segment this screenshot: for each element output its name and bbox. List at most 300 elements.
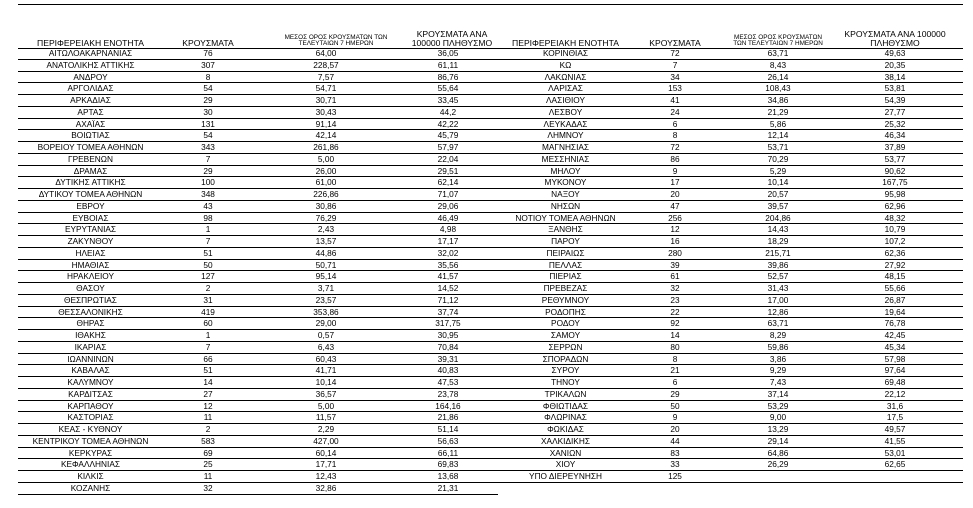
cell-region: ΑΝΑΤΟΛΙΚΗΣ ΑΤΤΙΚΗΣ [46,59,135,70]
cell-avg7: 3,71 [317,283,335,293]
cell-avg7: 37,14 [767,388,789,399]
cell-avg7: 9,00 [769,412,787,423]
cell-avg7: 70,29 [767,153,789,164]
cell-cases: 8 [672,130,678,141]
left-table-header [18,10,498,48]
cell-cases: 29 [203,95,213,105]
cell-cases: 14 [203,377,213,387]
table-row [18,189,498,201]
cell-cases: 20 [670,189,680,199]
cell-avg7: 64,00 [315,48,337,58]
cell-per100k: 45,79 [437,130,459,141]
cell-region: ΠΑΡΟΥ [551,236,580,246]
table-row [18,295,498,307]
cell-cases: 25 [203,459,213,470]
cell-cases: 9 [672,412,678,423]
cell-cases: 100 [201,177,215,188]
cell-region: ΤΗΝΟΥ [551,377,580,387]
cell-per100k: 90,62 [884,165,906,176]
cell-avg7: 2,29 [317,424,335,434]
cell-per100k: 19,64 [884,306,906,317]
cell-region: ΚΙΛΚΙΣ [77,471,104,481]
row-divider [18,494,498,495]
table-row [488,283,963,295]
cell-avg7: 76,29 [315,212,337,223]
cell-per100k: 97,64 [884,365,906,376]
table-row [488,60,963,72]
cell-cases: 11 [203,412,213,423]
cell-region: ΦΛΩΡΙΝΑΣ [544,412,587,423]
cell-region: ΑΡΓΟΛΙΔΑΣ [67,83,114,94]
cell-avg7: 30,43 [315,106,337,117]
cell-avg7: 64,86 [767,447,789,458]
cell-avg7: 95,14 [315,271,337,282]
table-row [18,283,498,295]
cell-avg7: 41,71 [315,365,337,376]
cell-avg7: 30,71 [315,95,337,105]
cell-cases: 51 [203,247,213,258]
cell-region: ΝΑΞΟΥ [551,189,580,199]
cell-avg7: 5,86 [769,118,787,129]
table-row [18,142,498,154]
cell-per100k: 26,87 [884,294,906,305]
cell-avg7: 20,57 [767,189,789,199]
cell-region: ΚΑΡΠΑΘΟΥ [67,400,114,411]
cell-region: ΧΑΝΙΩΝ [549,447,582,458]
cell-cases: 22 [670,306,680,317]
cell-cases: 7 [205,341,211,352]
cell-region: ΧΑΛΚΙΔΙΚΗΣ [541,435,590,446]
cell-cases: 66 [203,353,213,364]
table-row [18,248,498,260]
cell-cases: 280 [668,247,682,258]
cell-avg7: 3,86 [769,353,787,364]
table-row [18,60,498,72]
cell-avg7: 29,14 [767,435,789,446]
cell-avg7: 91,14 [315,118,337,129]
table-row [18,213,498,225]
cell-region: ΡΕΘΥΜΝΟΥ [541,294,590,305]
cell-region: ΙΘΑΚΗΣ [75,330,106,340]
header-avg7: ΜΕΣΟΣ ΟΡΟΣ ΚΡΟΥΣΜΑΤΩΝ ΤΩΝ ΤΕΛΕΥΤΑΙΩΝ 7 ΗΜΕΡΩΝ [733,33,823,48]
cell-per100k: 53,81 [884,83,906,94]
cell-region: ΓΡΕΒΕΝΩΝ [68,153,113,164]
cell-region: ΚΑΒΑΛΑΣ [71,365,110,376]
cell-region: ΣΥΡΟΥ [551,365,580,376]
right-table-header [488,10,963,48]
right-table-body [488,48,963,483]
cell-region: ΣΕΡΡΩΝ [548,341,583,352]
cell-per100k: 33,45 [437,95,459,105]
table-row [488,459,963,471]
header-per100k: ΚΡΟΥΣΜΑΤΑ ΑΝΑ 100000 ΠΛΗΘΥΣΜΟ [844,28,946,48]
cell-region: ΜΗΛΟΥ [550,165,581,176]
cell-cases: 54 [203,130,213,141]
cell-per100k: 55,64 [437,83,459,94]
cell-region: ΚΩ [559,59,572,70]
cell-region: ΝΗΣΩΝ [550,200,581,211]
cell-avg7: 2,43 [317,224,335,235]
table-row [488,166,963,178]
cell-per100k: 107,2 [884,236,906,246]
cell-per100k: 62,14 [437,177,459,188]
cell-avg7: 32,86 [315,482,337,493]
cell-cases: 6 [672,377,678,387]
cell-per100k: 35,56 [437,259,459,270]
table-row [488,107,963,119]
cell-avg7: 353,86 [313,306,339,317]
cell-region: ΣΠΟΡΑΔΩΝ [542,353,589,364]
cell-cases: 307 [201,59,215,70]
cell-per100k: 46,34 [884,130,906,141]
table-row [18,365,498,377]
cell-per100k: 49,57 [884,424,906,434]
cell-avg7: 10,14 [315,377,337,387]
header-cases: ΚΡΟΥΣΜΑΤΑ [649,37,701,48]
cell-region: ΛΑΚΩΝΙΑΣ [544,71,587,82]
cell-region: ΠΕΙΡΑΙΩΣ [546,247,585,258]
cell-per100k: 71,07 [437,189,459,199]
cell-cases: 7 [205,153,211,164]
cell-cases: 11 [203,471,213,481]
table-row [488,248,963,260]
cell-per100k: 44,2 [439,106,457,117]
table-row [18,107,498,119]
cell-avg7: 34,86 [767,95,789,105]
table-row [488,72,963,84]
table-row [18,424,498,436]
cell-region: ΘΑΣΟΥ [76,283,105,293]
cell-cases: 72 [670,48,680,58]
table-row [18,389,498,401]
cell-region: ΛΑΡΙΣΑΣ [548,83,583,94]
cell-cases: 34 [670,71,680,82]
cell-avg7: 11,57 [315,412,337,423]
cell-region: ΑΝΔΡΟΥ [73,71,108,82]
cell-avg7: 6,43 [317,341,335,352]
cell-per100k: 21,86 [437,412,459,423]
cell-per100k: 23,78 [437,388,459,399]
cell-avg7: 9,29 [769,365,787,376]
table-row [488,213,963,225]
table-row [18,48,498,60]
cell-cases: 125 [668,471,682,481]
cell-region: ΗΜΑΘΙΑΣ [71,259,110,270]
table-row [18,318,498,330]
table-row [18,260,498,272]
cell-region: ΛΕΥΚΑΔΑΣ [543,118,588,129]
cell-per100k: 39,31 [437,353,459,364]
cell-cases: 1 [205,224,211,235]
table-row [18,377,498,389]
cell-avg7: 26,14 [767,71,789,82]
cell-avg7: 60,43 [315,353,337,364]
cell-avg7: 50,71 [315,259,337,270]
cell-cases: 61 [670,271,680,282]
cell-region: ΛΑΣΙΘΙΟΥ [546,95,585,105]
cell-per100k: 71,12 [437,294,459,305]
cell-avg7: 54,71 [315,83,337,94]
table-row [18,271,498,283]
cell-cases: 83 [670,447,680,458]
cell-avg7: 44,86 [315,247,337,258]
cell-region: ΚΑΛΥΜΝΟΥ [67,377,114,387]
cell-cases: 51 [203,365,213,376]
header-region: ΠΕΡΙΦΕΡΕΙΑΚΗ ΕΝΟΤΗΤΑ [37,37,144,48]
table-row [488,424,963,436]
cell-cases: 69 [203,447,213,458]
cell-avg7: 13,57 [315,236,337,246]
cell-per100k: 29,51 [437,165,459,176]
cell-cases: 1 [205,330,211,340]
cell-per100k: 46,49 [437,212,459,223]
cell-per100k: 42,45 [884,330,906,340]
cell-cases: 12 [203,400,213,411]
cell-avg7: 63,71 [767,318,789,329]
table-row [18,436,498,448]
top-rule [18,4,963,5]
right-table [488,10,963,483]
table-row [18,354,498,366]
cell-region: ΗΡΑΚΛΕΙΟΥ [66,271,115,282]
table-row [18,224,498,236]
table-row [18,95,498,107]
cell-cases: 12 [670,224,680,235]
cell-region: ΚΕΦΑΛΛΗΝΙΑΣ [60,459,121,470]
cell-cases: 47 [670,200,680,211]
cell-per100k: 27,92 [884,259,906,270]
cell-avg7: 39,57 [767,200,789,211]
cell-per100k: 69,83 [437,459,459,470]
cell-cases: 29 [670,388,680,399]
cell-region: ΔΥΤΙΚΗΣ ΑΤΤΙΚΗΣ [55,177,126,188]
cell-region: ΛΗΜΝΟΥ [547,130,584,141]
table-row [18,83,498,95]
cell-avg7: 5,00 [317,400,335,411]
table-row [18,330,498,342]
cell-avg7: 0,57 [317,330,335,340]
cell-region: ΦΩΚΙΔΑΣ [547,424,584,434]
cell-cases: 30 [203,106,213,117]
cell-cases: 76 [203,48,213,58]
cell-cases: 29 [203,165,213,176]
cell-region: ΕΒΡΟΥ [76,200,105,211]
cell-region: ΚΕΡΚΥΡΑΣ [68,447,113,458]
cell-avg7: 7,43 [769,377,787,387]
cell-cases: 20 [670,424,680,434]
cell-per100k: 70,84 [437,341,459,352]
cell-per100k: 17,17 [437,236,459,246]
table-row [488,177,963,189]
cell-cases: 256 [668,212,682,223]
cell-avg7: 30,86 [315,200,337,211]
cell-cases: 21 [670,365,680,376]
table-row [18,201,498,213]
cell-cases: 72 [670,142,680,152]
cell-cases: 2 [205,424,211,434]
cell-avg7: 12,43 [315,471,337,481]
cell-per100k: 48,15 [884,271,906,282]
cell-per100k: 13,68 [437,471,459,481]
table-row [18,177,498,189]
cell-avg7: 26,29 [767,459,789,470]
cell-avg7: 17,71 [315,459,337,470]
cell-region: ΠΕΛΛΑΣ [548,259,583,270]
cell-region: ΝΟΤΙΟΥ ΤΟΜΕΑ ΑΘΗΝΩΝ [515,212,616,223]
table-row [488,48,963,60]
cell-region: ΘΕΣΣΑΛΟΝΙΚΗΣ [58,306,123,317]
cell-cases: 43 [203,200,213,211]
cell-avg7: 427,00 [313,435,339,446]
cell-cases: 419 [201,306,215,317]
cell-avg7: 29,00 [315,318,337,329]
cell-avg7: 12,86 [767,306,789,317]
cell-per100k: 57,97 [437,142,459,152]
table-row [488,271,963,283]
cell-cases: 153 [668,83,682,94]
cell-per100k: 40,83 [437,365,459,376]
table-row [488,224,963,236]
left-table-body [18,48,498,495]
cell-region: ΡΟΔΟΠΗΣ [545,306,586,317]
cell-avg7: 12,14 [767,130,789,141]
cell-per100k: 38,14 [884,71,906,82]
cell-region: ΑΙΤΩΛΟΑΚΑΡΝΑΝΙΑΣ [48,48,133,58]
table-row [488,83,963,95]
cell-avg7: 228,57 [313,59,339,70]
cell-avg7: 18,29 [767,236,789,246]
cell-region: ΖΑΚΥΝΘΟΥ [67,236,114,246]
cell-region: ΕΥΡΥΤΑΝΙΑΣ [64,224,117,235]
cell-region: ΥΠΟ ΔΙΕΡΕΥΝΗΣΗ [529,471,602,481]
cell-cases: 32 [203,482,213,493]
cell-cases: 23 [670,294,680,305]
cell-region: ΕΥΒΟΙΑΣ [72,212,109,223]
header-per100k: ΚΡΟΥΣΜΑΤΑ ΑΝΑ 100000 ΠΛΗΘΥΣΜΟ [411,28,493,48]
cell-region: ΔΡΑΜΑΣ [73,165,108,176]
cell-avg7: 23,57 [315,294,337,305]
table-row [18,342,498,354]
cell-avg7: 63,71 [767,48,789,58]
cell-per100k: 42,22 [437,118,459,129]
cell-per100k: 22,12 [884,388,906,399]
table-row [18,307,498,319]
cell-region: ΜΕΣΣΗΝΙΑΣ [541,153,590,164]
cell-region: ΚΕΑΣ - ΚΥΘΝΟΥ [58,424,123,434]
cell-cases: 16 [670,236,680,246]
cell-per100k: 317,75 [435,318,461,329]
cell-cases: 60 [203,318,213,329]
cell-avg7: 26,00 [315,165,337,176]
cell-per100k: 86,76 [437,71,459,82]
cell-avg7: 39,86 [767,259,789,270]
left-table [18,10,498,495]
table-row [488,377,963,389]
table-row [488,236,963,248]
cell-per100k: 45,34 [884,341,906,352]
cell-avg7: 226,86 [313,189,339,199]
cell-per100k: 22,04 [437,153,459,164]
cell-avg7: 7,57 [317,71,335,82]
cell-per100k: 49,63 [884,48,906,58]
cell-cases: 50 [203,259,213,270]
row-divider [488,482,963,483]
cell-per100k: 53,01 [884,447,906,458]
cell-cases: 583 [201,435,215,446]
table-row [18,166,498,178]
table-row [488,142,963,154]
cell-region: ΑΧΑΪΑΣ [75,118,106,129]
table-row [18,236,498,248]
cell-region: ΛΕΣΒΟΥ [548,106,583,117]
cell-cases: 7 [672,59,678,70]
table-row [488,307,963,319]
cell-cases: 98 [203,212,213,223]
cell-per100k: 32,02 [437,247,459,258]
cell-region: ΗΛΕΙΑΣ [75,247,106,258]
cell-per100k: 17,5 [886,412,904,423]
header-avg7: ΜΕΣΟΣ ΟΡΟΣ ΚΡΟΥΣΜΑΤΩΝ ΤΩΝ ΤΕΛΕΥΤΑΙΩΝ 7 ΗΜΕΡΩΝ [284,33,388,48]
cell-region: ΣΑΜΟΥ [550,330,581,340]
cell-per100k: 53,77 [884,153,906,164]
table-row [488,412,963,424]
cell-region: ΜΥΚΟΝΟΥ [544,177,587,188]
cell-region: ΜΑΓΝΗΣΙΑΣ [541,142,590,152]
table-row [18,448,498,460]
table-row [488,471,963,483]
cell-per100k: 31,6 [886,400,904,411]
table-row [488,318,963,330]
table-row [488,95,963,107]
cell-region: ΚΕΝΤΡΙΚΟΥ ΤΟΜΕΑ ΑΘΗΝΩΝ [32,435,149,446]
cell-per100k: 61,11 [437,59,459,70]
cell-cases: 2 [205,283,211,293]
table-row [488,330,963,342]
cell-avg7: 5,29 [769,165,787,176]
cell-per100k: 167,75 [882,177,908,188]
cell-region: ΤΡΙΚΑΛΩΝ [544,388,587,399]
cell-avg7: 8,29 [769,330,787,340]
cell-per100k: 25,32 [884,118,906,129]
table-row [488,189,963,201]
cell-per100k: 95,98 [884,189,906,199]
cell-region: ΠΡΕΒΕΖΑΣ [543,283,588,293]
cell-avg7: 204,86 [765,212,791,223]
table-row [18,72,498,84]
cell-region: ΒΟΙΩΤΙΑΣ [71,130,110,141]
cell-avg7: 61,00 [315,177,337,188]
table-row [488,154,963,166]
cell-cases: 31 [203,294,213,305]
cell-per100k: 48,32 [884,212,906,223]
table-row [18,154,498,166]
cell-avg7: 5,00 [317,153,335,164]
cell-cases: 14 [670,330,680,340]
cell-region: ΘΕΣΠΡΩΤΙΑΣ [64,294,117,305]
cell-avg7: 215,71 [765,247,791,258]
cell-avg7: 60,14 [315,447,337,458]
cell-avg7: 53,71 [767,142,789,152]
cell-per100k: 36,05 [437,48,459,58]
cell-per100k: 27,77 [884,106,906,117]
header-region: ΠΕΡΙΦΕΡΕΙΑΚΗ ΕΝΟΤΗΤΑ [512,37,619,48]
cell-avg7: 10,14 [767,177,789,188]
cell-per100k: 4,98 [439,224,457,235]
table-row [18,119,498,131]
cell-cases: 17 [670,177,680,188]
cell-cases: 343 [201,142,215,152]
cell-cases: 86 [670,153,680,164]
